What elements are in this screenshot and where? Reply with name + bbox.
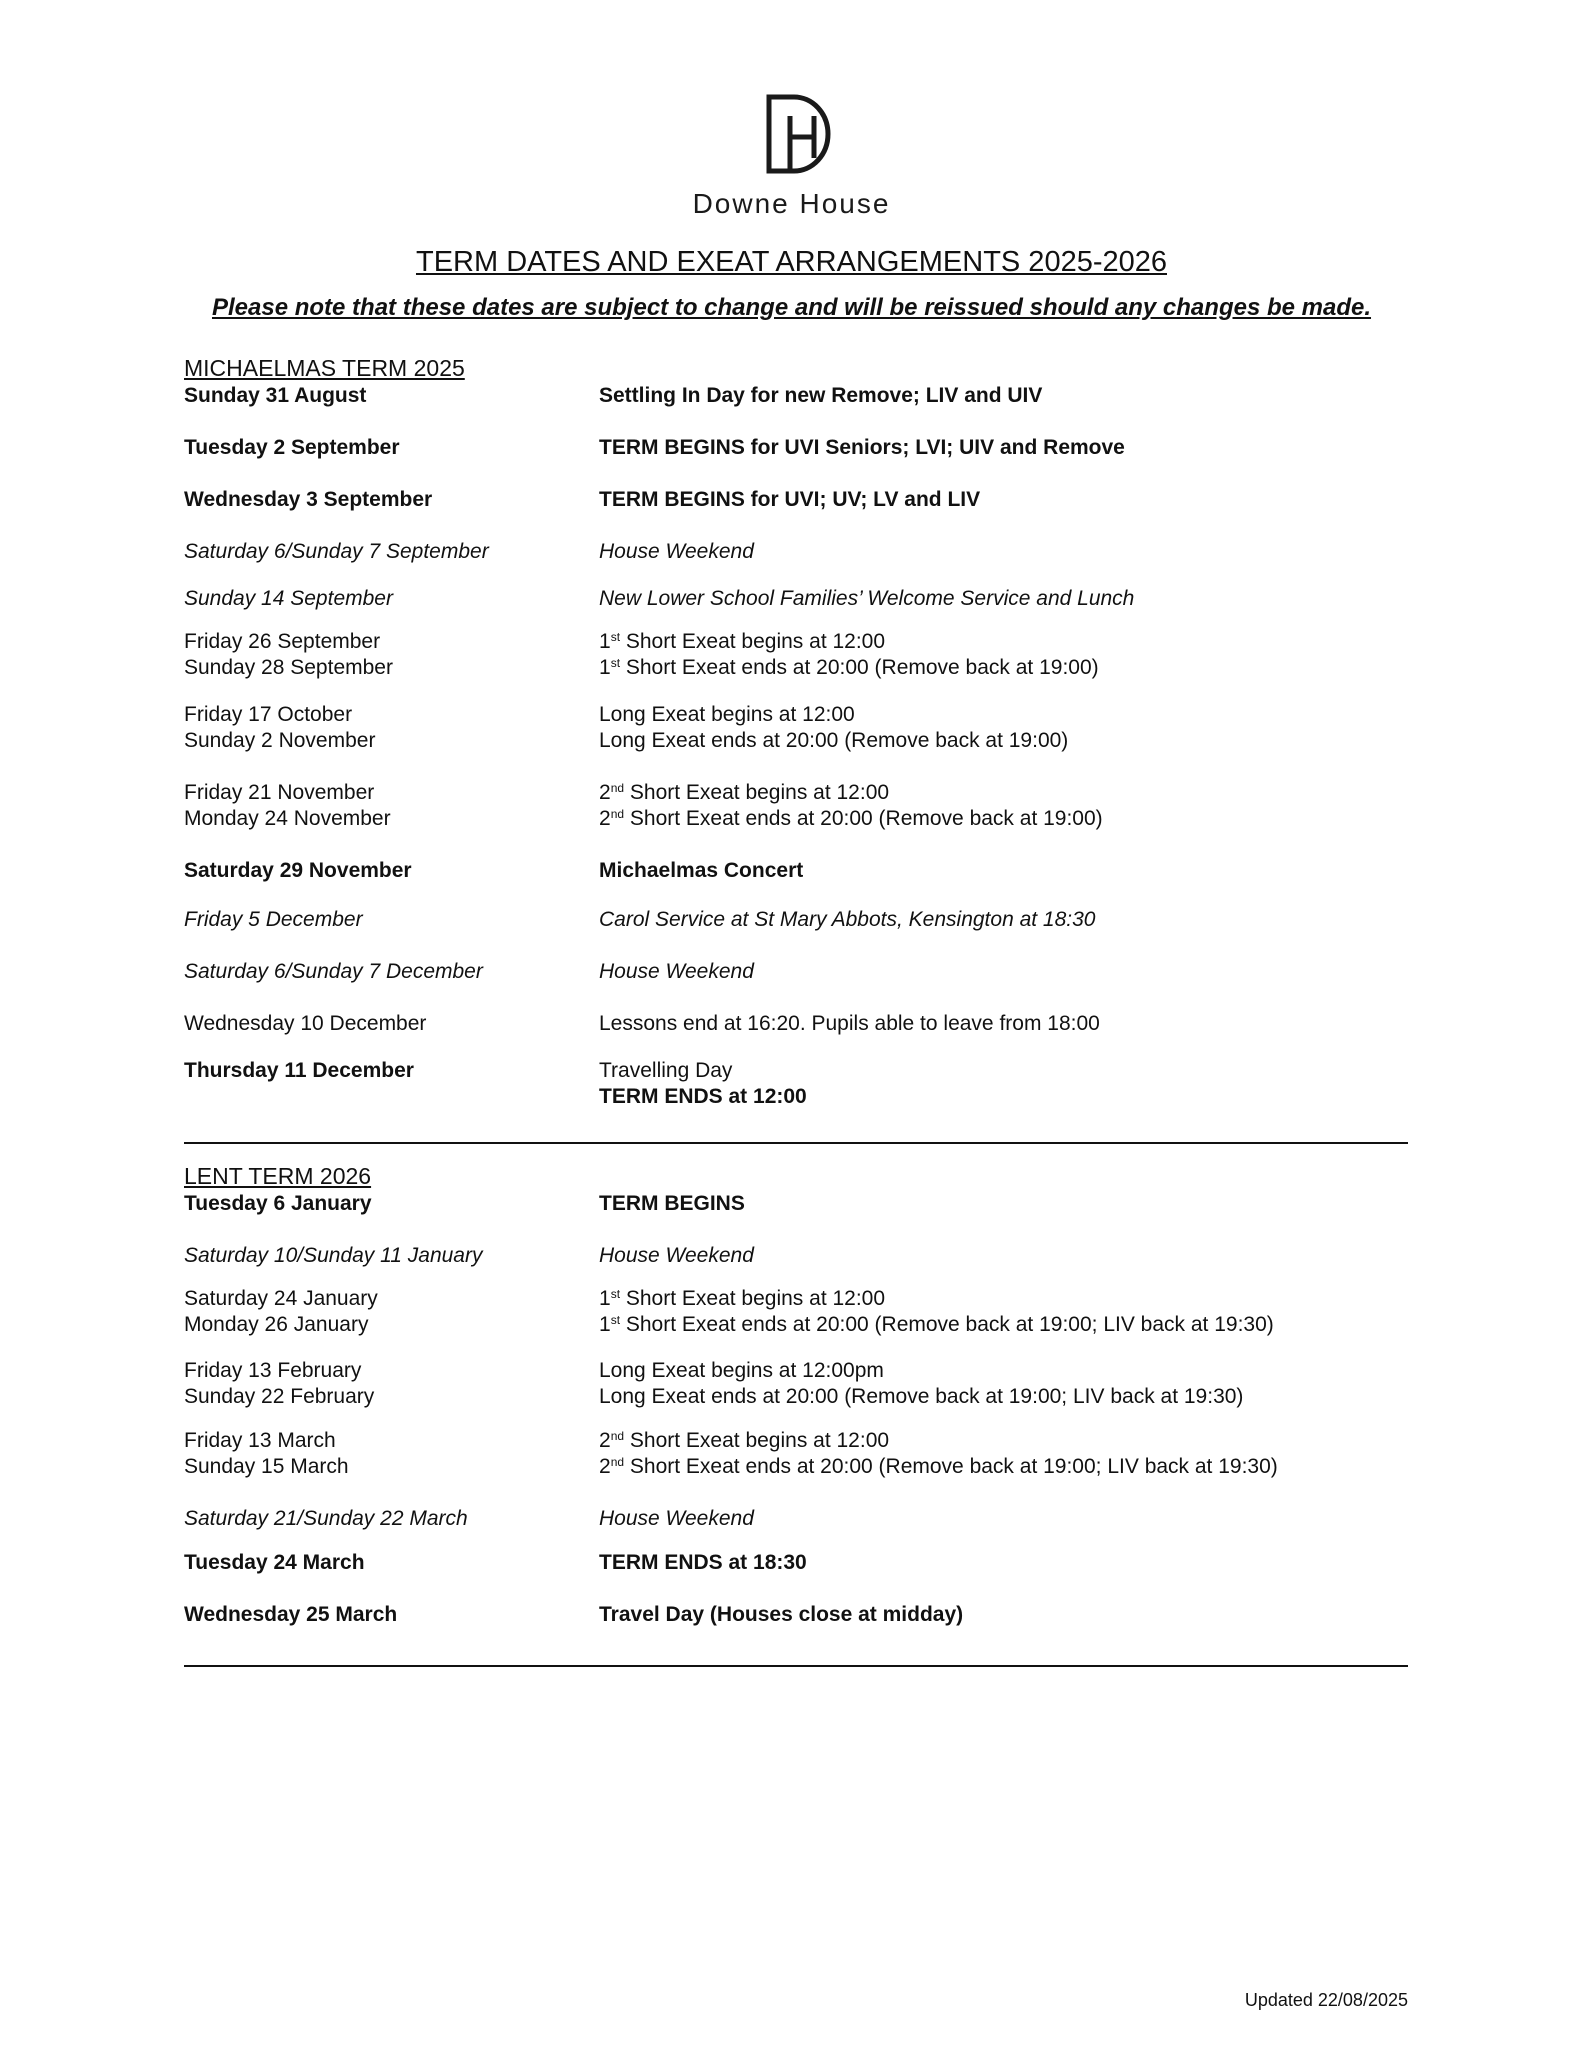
- row-event: Settling In Day for new Remove; LIV and UIV: [599, 384, 1043, 407]
- document-note: Please note that these dates are subject to change and will be reissued should any changes be made.: [211, 294, 1372, 321]
- lent-heading: LENT TERM 2026: [184, 1163, 372, 1189]
- row-event: 1st Short Exeat ends at 20:00 (Remove back at 19:00; LIV back at 19:30): [599, 1313, 1274, 1336]
- row-event: Long Exeat begins at 12:00: [599, 703, 855, 726]
- row-date: Tuesday 24 March: [184, 1551, 365, 1574]
- row-date: Monday 24 November: [184, 807, 391, 830]
- michaelmas-heading: MICHAELMAS TERM 2025: [184, 355, 465, 381]
- row-event: TERM BEGINS: [599, 1192, 745, 1215]
- row-event: Lessons end at 16:20. Pupils able to leave from 18:00: [599, 1012, 1100, 1035]
- row-event: House Weekend: [599, 1507, 754, 1530]
- row-date: Monday 26 January: [184, 1313, 369, 1336]
- row-date: Tuesday 2 September: [184, 436, 400, 459]
- row-date: Thursday 11 December: [184, 1059, 414, 1082]
- row-event: 2nd Short Exeat ends at 20:00 (Remove back at 19:00): [599, 807, 1103, 830]
- row-event: 1st Short Exeat ends at 20:00 (Remove back at 19:00): [599, 656, 1099, 679]
- row-date: Sunday 28 September: [184, 656, 393, 679]
- row-date: Friday 17 October: [184, 703, 353, 726]
- row-date: Sunday 15 March: [184, 1455, 349, 1478]
- row-event: Carol Service at St Mary Abbots, Kensington at 18:30: [599, 908, 1096, 931]
- row-date: Saturday 6/Sunday 7 December: [184, 960, 483, 983]
- row-event: 2nd Short Exeat begins at 12:00: [599, 781, 890, 804]
- row-date: Wednesday 3 September: [184, 488, 433, 511]
- row-date: Saturday 29 November: [184, 859, 412, 882]
- section-divider: [184, 1665, 1408, 1667]
- row-date: Wednesday 25 March: [184, 1603, 398, 1626]
- row-event: Long Exeat ends at 20:00 (Remove back at 19:00; LIV back at 19:30): [599, 1385, 1244, 1408]
- row-date: Friday 13 February: [184, 1359, 362, 1382]
- row-date: Tuesday 6 January: [184, 1192, 372, 1215]
- row-date: Sunday 2 November: [184, 729, 376, 752]
- row-date: Saturday 6/Sunday 7 September: [184, 540, 489, 563]
- row-event: 2nd Short Exeat ends at 20:00 (Remove back at 19:00; LIV back at 19:30): [599, 1455, 1278, 1478]
- row-event: Long Exeat ends at 20:00 (Remove back at 19:00): [599, 729, 1069, 752]
- row-event: Travelling Day: [599, 1059, 733, 1082]
- row-date: Sunday 22 February: [184, 1385, 375, 1408]
- row-event: New Lower School Families’ Welcome Service and Lunch: [599, 587, 1135, 610]
- row-event: TERM BEGINS for UVI; UV; LV and LIV: [599, 488, 981, 511]
- row-event: TERM ENDS at 12:00: [599, 1085, 807, 1108]
- updated-date: Updated 22/08/2025: [1244, 1990, 1408, 2010]
- row-date: Sunday 14 September: [184, 587, 393, 610]
- section-divider: [184, 1142, 1408, 1144]
- dh-monogram-icon: [764, 92, 836, 176]
- row-event: TERM ENDS at 18:30: [599, 1551, 807, 1574]
- row-date: Friday 5 December: [184, 908, 363, 931]
- row-event: 1st Short Exeat begins at 12:00: [599, 630, 886, 653]
- row-event: House Weekend: [599, 1244, 754, 1267]
- row-event: TERM BEGINS for UVI Seniors; LVI; UIV and Remove: [599, 436, 1125, 459]
- row-event: House Weekend: [599, 540, 754, 563]
- brand-name: Downe House: [692, 188, 891, 219]
- row-event: 1st Short Exeat begins at 12:00: [599, 1287, 886, 1310]
- row-date: Sunday 31 August: [184, 384, 367, 407]
- row-date: Friday 21 November: [184, 781, 375, 804]
- row-event: Travel Day (Houses close at midday): [599, 1603, 964, 1626]
- row-date: Wednesday 10 December: [184, 1012, 427, 1035]
- row-event: 2nd Short Exeat begins at 12:00: [599, 1429, 890, 1452]
- row-event: Michaelmas Concert: [599, 859, 804, 882]
- document-title: TERM DATES AND EXEAT ARRANGEMENTS 2025-2026: [415, 246, 1167, 278]
- row-date: Friday 26 September: [184, 630, 381, 653]
- row-date: Saturday 21/Sunday 22 March: [184, 1507, 468, 1530]
- row-event: Long Exeat begins at 12:00pm: [599, 1359, 884, 1382]
- row-date: Saturday 10/Sunday 11 January: [184, 1244, 483, 1267]
- row-date: Saturday 24 January: [184, 1287, 378, 1310]
- row-date: Friday 13 March: [184, 1429, 336, 1452]
- row-event: House Weekend: [599, 960, 754, 983]
